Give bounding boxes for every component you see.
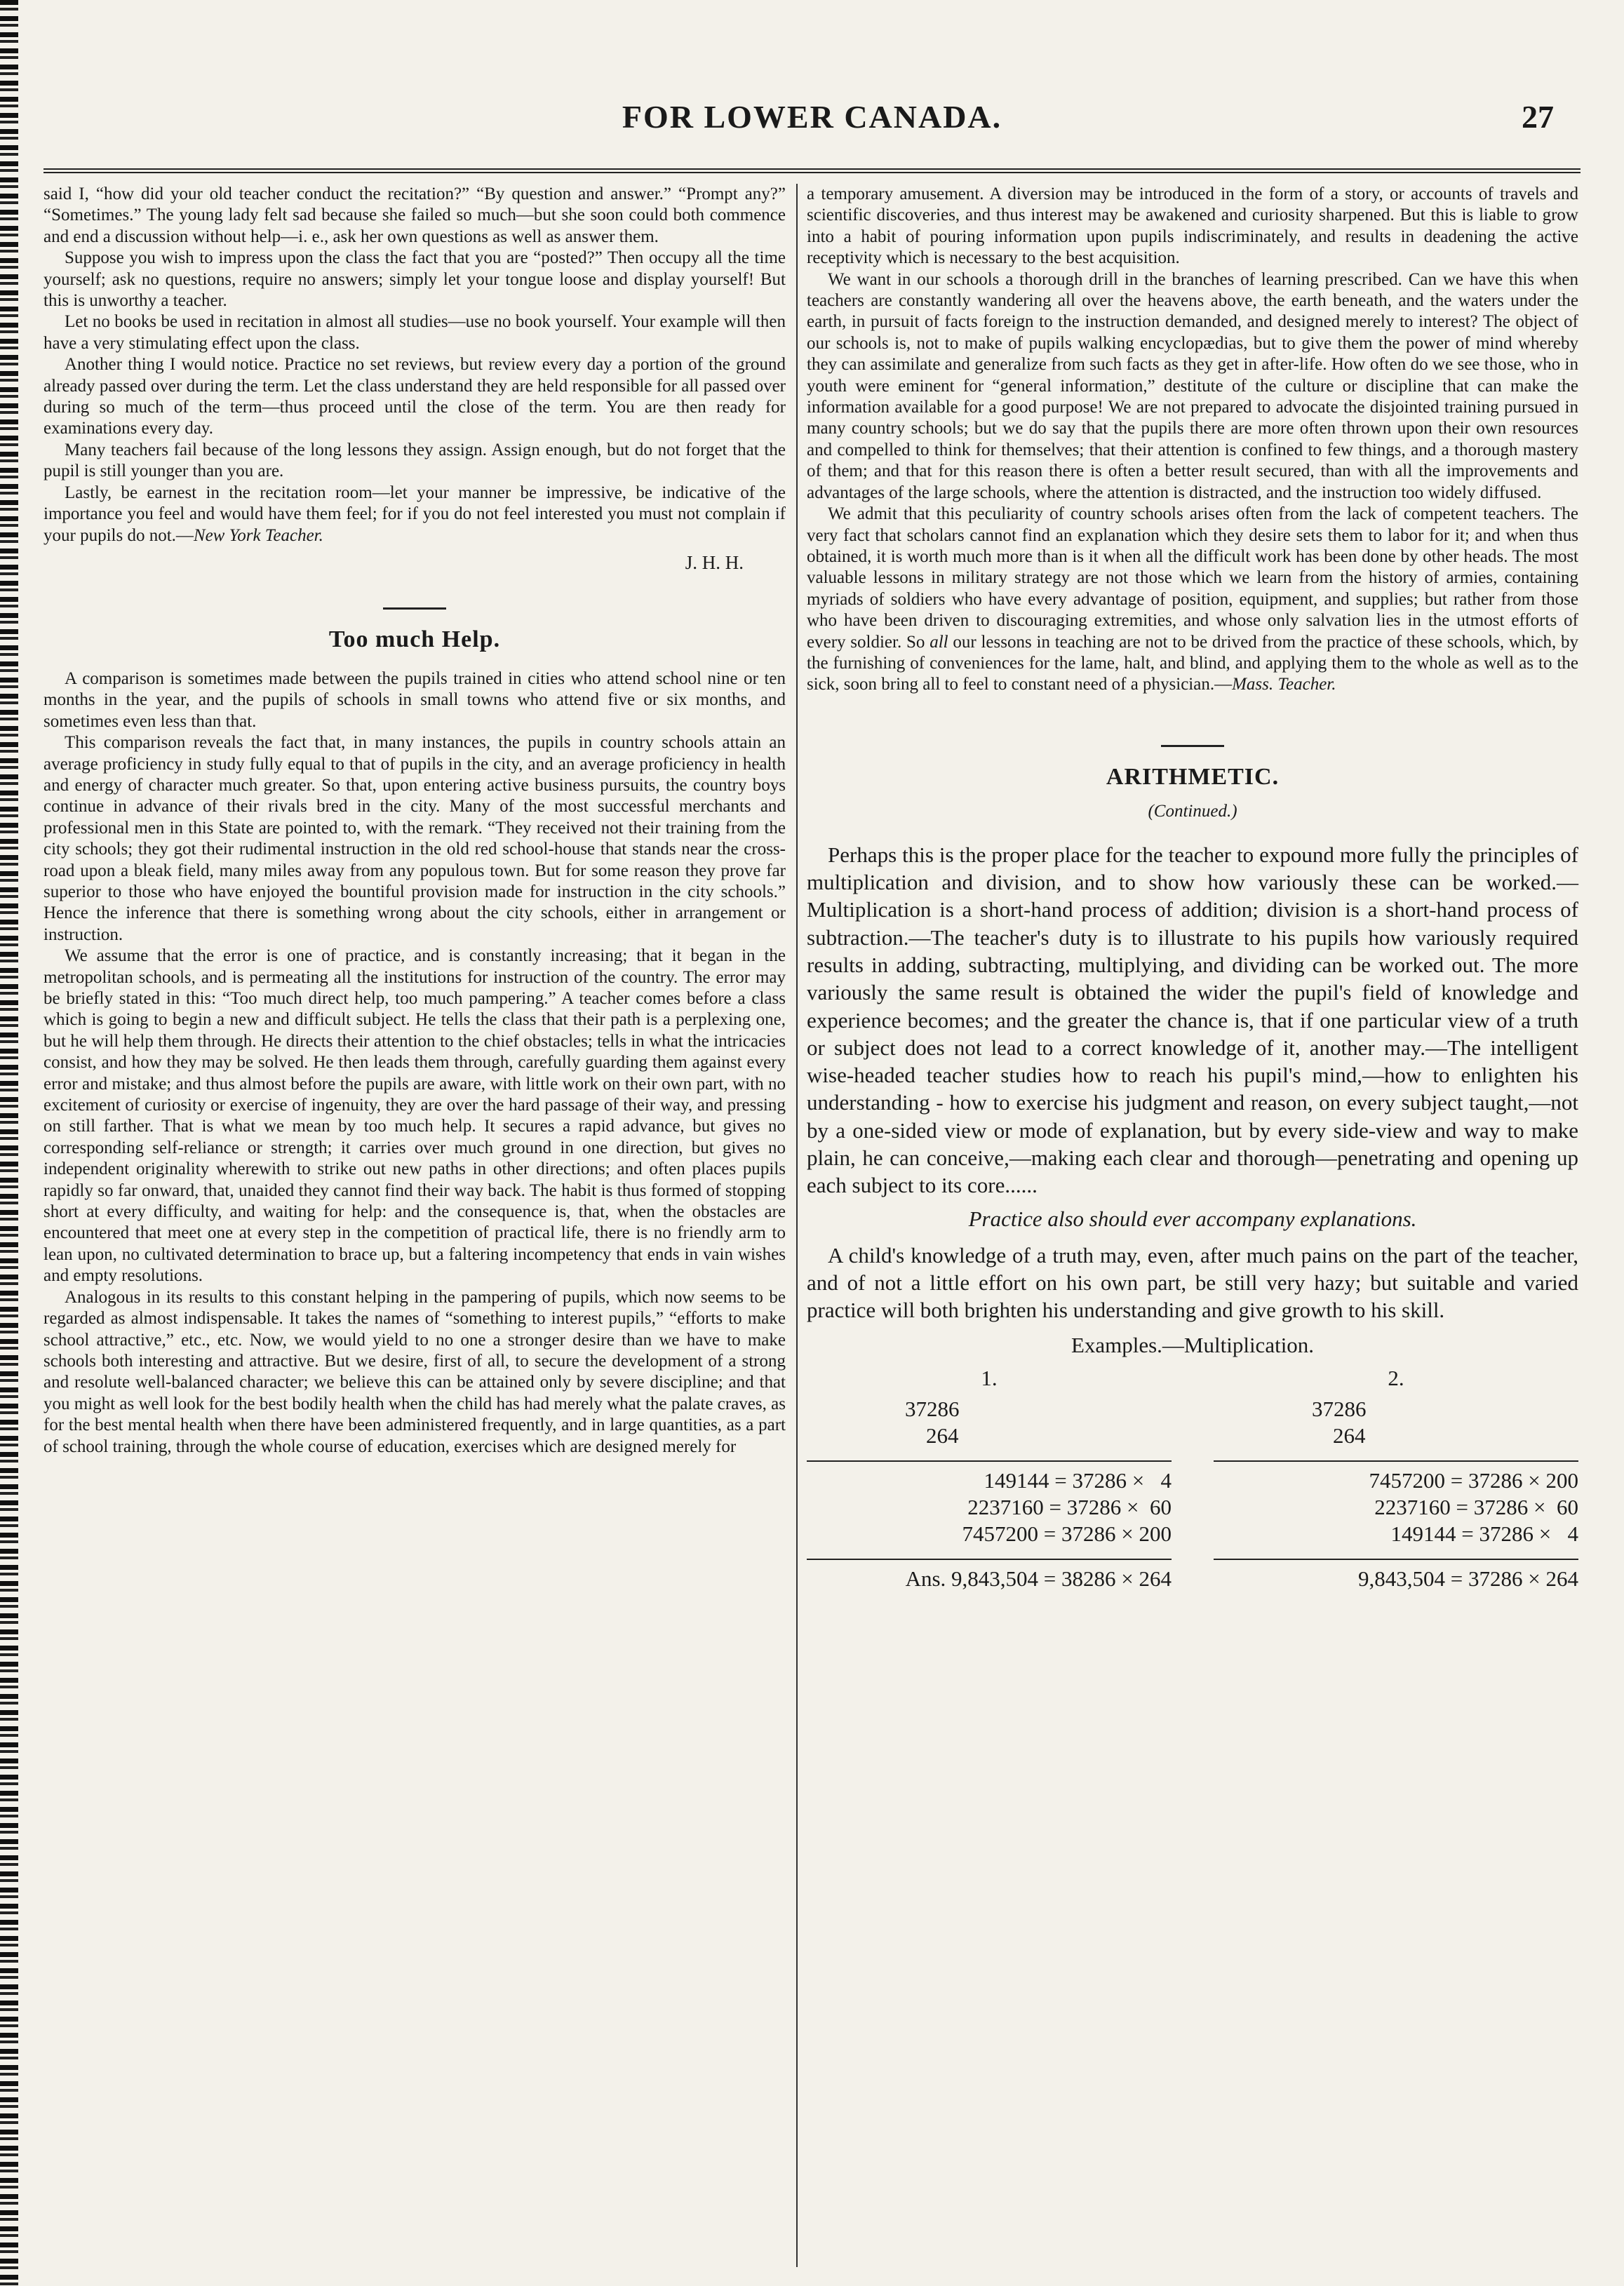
paragraph-text: our lessons in teaching are not to be drived from the practice of these schools, which, by the furnishing of conveniences for the lame, halt, and blind, and applying them to the whole as well as to the sick, soon bring all to feel to constant need of a physician.— xyxy=(807,632,1578,694)
multiplicand: 37286 xyxy=(905,1396,960,1421)
answer: Ans. 9,843,504 = 38286 × 264 xyxy=(905,1566,1172,1591)
paragraph xyxy=(807,504,1578,696)
section-divider xyxy=(1161,745,1224,747)
paragraph: Analogous in its results to this constant helping in the pampering of pupils, which now seems to be regarded as almost indispensable. It takes the names of “something to interest pupils,” “efforts to make school attractive,” etc., etc. Now, we would yield to no one a stronger desire than we have to make schools both interesting and attractive. But we desire, first of all, to secure the development of a strong and resolute well-balanced character; we believe this can be attained only by severe discipline; and that you might as well look for the best bodily health when the child has had merely what the palate craves, as for the best mental health when there have been administered frequently, and in large quantities, as a part of school training, through the whole course of education, exercises which are designed merely for xyxy=(43,1287,786,1456)
paragraph-text: Lastly, be earnest in the recitation room—let your manner be impressive, be indicative of the importance you feel and would have them feel; for if you do not feel interested you must not complain if your pupils do not.— xyxy=(43,483,786,545)
left-column xyxy=(43,184,786,1458)
column-divider xyxy=(796,184,798,2267)
paragraph: Suppose you wish to impress upon the class the fact that you are “posted?” Then occupy all the time yourself; ask no questions, require no answers; simply let your tongue loose and display yourself! But this is unworthy a teacher. xyxy=(43,248,786,311)
header-rule xyxy=(43,168,1581,176)
paragraph: Perhaps this is the proper place for the teacher to expound more fully the principles of multiplication and division, and to show how variously these can be worked.—Multiplication is a short-hand process of addition; division is a short-hand process of subtraction.—The teacher's duty is to illustrate to his pupils how variously required results in adding, subtracting, multiplying, and dividing can be worked out. The more variously the same result is obtained the wider the pupil's field of knowledge and experience becomes; and the greater the chance is, that if one particular view of a truth or subject does not lead to a correct knowledge of it, another may.—The intelligent wise-headed teacher studies how to reach his pupil's mind,—how to enlighten his understanding - how to exercise his judgment and reason, on every subject taught,—not by a one-sided view or mode of explanation, but by every side-view and way to make plain, he can conceive,—making each clear and thorough—penetrating and opening up each subject to its core...... xyxy=(807,842,1578,1198)
sum-rule xyxy=(1214,1559,1578,1560)
paragraph-text: We admit that this peculiarity of country schools arises often from the lack of competent teachers. The very fact that scholars cannot find an explanation which they desire sets them to labor for it; and when thus obtained, it is worth much more than is it when all the difficult work has been done by other heads. The most valuable lessons in military strategy are not those which we learn from the history of armies, containing myriads of soldiers who have every advantage of position, equipment, and supplies; but rather from those who have been driven to discouraging extremities, and whose only salvation lies in the utmost efforts of every soldier. So xyxy=(807,504,1578,652)
partial-product: 7457200 = 37286 × 200 xyxy=(962,1521,1172,1546)
partial-product: 149144 = 37286 × 4 xyxy=(1390,1521,1578,1546)
italic-subheading: Practice also should ever accompany explanations. xyxy=(968,1206,1417,1231)
example-1 xyxy=(807,1365,1172,1592)
source-credit: New York Teacher. xyxy=(193,525,323,545)
sum-rule xyxy=(1214,1460,1578,1462)
paragraph: a temporary amusement. A diversion may be introduced in the form of a story, or accounts of travels and scientific discoveries, and thus interest may be awakened and curiosity sharpened. But this is liable to grow into a habit of pouring information upon pupils indiscriminately, and results in deadening the active receptivity which is necessary to the best acquisition. xyxy=(807,184,1578,268)
signature: J. H. H. xyxy=(685,551,744,573)
multiplier: 264 xyxy=(926,1423,959,1448)
example-2 xyxy=(1214,1365,1578,1592)
partial-product: 149144 = 37286 × 4 xyxy=(984,1467,1172,1493)
section-title: ARITHMETIC. xyxy=(1106,763,1280,790)
partial-product: 7457200 = 37286 × 200 xyxy=(1369,1467,1578,1493)
multiplier: 264 xyxy=(1333,1423,1366,1448)
emphasis: all xyxy=(930,632,948,652)
running-title: FOR LOWER CANADA. xyxy=(622,99,1002,135)
examples xyxy=(807,1365,1578,1592)
sum-rule xyxy=(807,1559,1172,1560)
source-credit: Mass. Teacher. xyxy=(1232,675,1336,694)
scan-edge xyxy=(0,0,18,2286)
paragraph: Many teachers fail because of the long lessons they assign. Assign enough, but do not forget that the pupil is still younger than you are. xyxy=(43,440,786,481)
paragraph: said I, “how did your old teacher conduct the recitation?” “By question and answer.” “Prompt any?” “Sometimes.” The young lady felt sad because she failed so much—but she soon could both commence and end a discussion without help—i. e., ask her own questions as well as answer them. xyxy=(43,184,786,246)
answer: 9,843,504 = 37286 × 264 xyxy=(1358,1566,1578,1591)
example-number: 2. xyxy=(1388,1365,1404,1390)
paragraph: We assume that the error is one of practice, and is constantly increasing; that it began in the metropolitan schools, and is permeating all the institutions for instruction of the country. The error may be briefly stated in this: “Too much direct help, too much pampering.” A teacher comes before a class which is going to begin a new and difficult subject. He tells the class that their path is a perplexing one, but he will help them through. He directs their attention to the chief obstacles; tells in what the intricacies consist, and how they may be solved. He then leads them through, carefully guarding them against every error and mistake; and thus almost before the pupils are aware, with little work on their own part, with no excitement of curiosity or exercise of ingenuity, they are over the hard passage of their way, and pressing on still farther. That is what we mean by too much help. It secures a rapid advance, but gives no corresponding self-reliance or strength; it carries over much ground in one direction, but gives no independent originality wherewith to strike out new paths in other directions; and often places pupils rapidly so far onward, that, unaided they cannot find their way back. The habit is thus formed of stopping short at every difficulty, and waiting for help: and the consequence is, that, when the obstacles are encountered that meet one at every step in the competition of practical life, there is no friendly arm to lean upon, no cultivated determination to brace up, but a faltering incompetency that ends in vain wishes and empty resolutions. xyxy=(43,946,786,1286)
paragraph xyxy=(43,483,786,546)
examples-title: Examples.—Multiplication. xyxy=(1071,1332,1315,1357)
page-header xyxy=(42,91,1582,147)
partial-product: 2237160 = 37286 × 60 xyxy=(1374,1494,1578,1519)
partial-product: 2237160 = 37286 × 60 xyxy=(967,1494,1172,1519)
sum-rule xyxy=(807,1460,1172,1462)
multiplicand: 37286 xyxy=(1312,1396,1367,1421)
paragraph: This comparison reveals the fact that, in many instances, the pupils in country schools attain an average proficiency in study fully equal to that of pupils in the city, and an average proficiency in health and energy of character much greater. So that, upon entering active business pursuits, the country boys continue in advance of their rivals bred in the city. Many of the most successful merchants and professional men in this State are pointed to, with the remark. “They received not their training from the city schools; they got their rudimental instruction in the old red school-house that stands near the cross-road upon a bleak field, many miles away from any populous town. But for some reason they prove far superior to those who have enjoyed the bountiful provision made for instruction in the city schools.” Hence the inference that there is something wrong about the city schools, either in arrangement or instruction. xyxy=(43,733,786,944)
right-column xyxy=(807,184,1578,1592)
paragraph: Another thing I would notice. Practice no set reviews, but review every day a portion of the ground already passed over during the term. Let the class understand they are held responsible for all passed over during so much of the term—thus proceed until the close of the term. You are then ready for examinations every day. xyxy=(43,355,786,438)
section-divider xyxy=(383,607,446,610)
paragraph: A comparison is sometimes made between the pupils trained in cities who attend school nine or ten months in the year, and the pupils of schools in small towns who attend five or six months, and sometimes even less than that. xyxy=(43,668,786,731)
example-number: 1. xyxy=(981,1365,998,1390)
paragraph: A child's knowledge of a truth may, even, after much pains on the part of the teacher, and of not a little effort on his own part, be still very hazy; but suitable and varied practice will both brighten his understanding and give growth to his skill. xyxy=(807,1242,1578,1323)
section-title: Too much Help. xyxy=(328,626,501,652)
paragraph: Let no books be used in recitation in almost all studies—use no book yourself. Your example will then have a very stimulating effect upon the class. xyxy=(43,312,786,353)
page-number: 27 xyxy=(1522,99,1554,135)
continued-note: (Continued.) xyxy=(1148,801,1237,821)
paragraph: We want in our schools a thorough drill in the branches of learning prescribed. Can we have this when teachers are constantly wandering all over the heavens above, the earth beneath, and the waters under the earth, in pursuit of facts foreign to the instruction demanded, and designed merely to interest? The object of our schools is, not to make of pupils walking encyclopædias, but to give them the power of mind whereby they can assimilate and generalize from such facts as they get in after-life. How often do we see those, who in youth were eminent for “general information,” destitute of the culture or discipline that can make the information available for a good purpose! We are not prepared to advocate the disjointed training pursued in many country schools; but we do say that the pupils there are more often thrown upon their own resources and compelled to think for themselves; that their attention is confined to few things, and a thorough mastery of them; and that for this reason there is often a better result secured, than with all the improvements and advantages of the large schools, where the attention is distracted, and the instruction too widely diffused. xyxy=(807,269,1578,502)
